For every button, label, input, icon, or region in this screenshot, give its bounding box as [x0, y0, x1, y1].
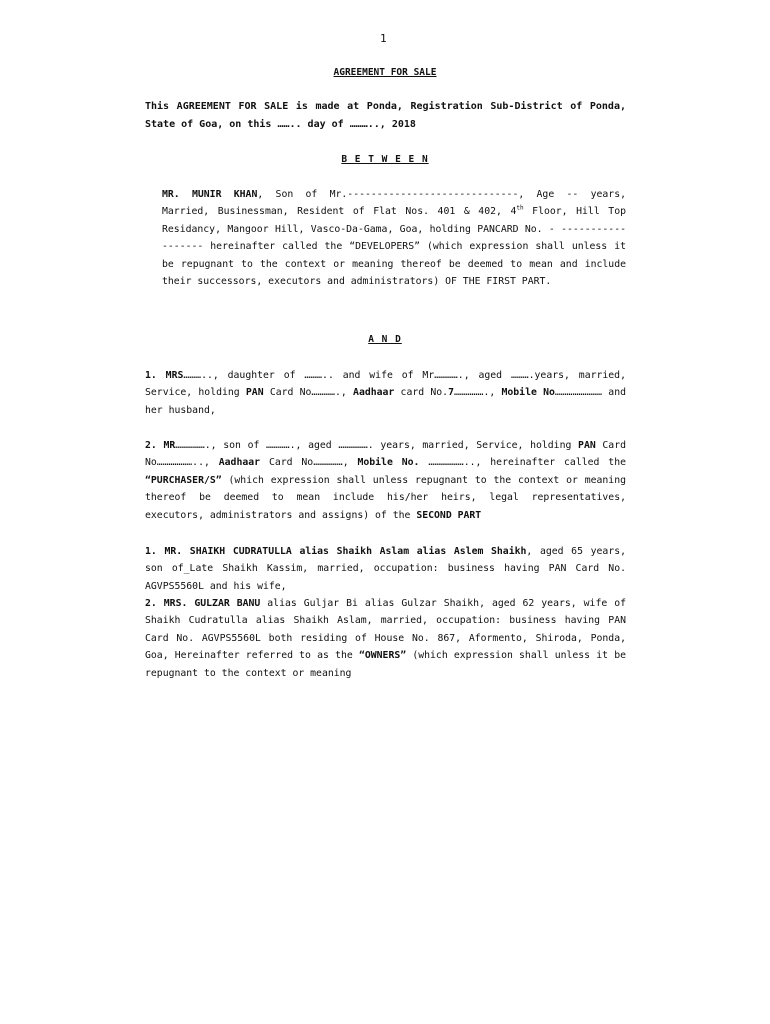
purchaser-1-pan: PAN — [245, 387, 264, 399]
owner-1-name: MR. SHAIKH CUDRATULLA alias Shaikh Aslam alias Aslem Shaikh — [164, 546, 527, 557]
purchaser-1-seven: 7 — [448, 387, 454, 399]
document-title: AGREEMENT FOR SALE — [333, 67, 437, 78]
purchaser-2-text-2: Card No……………….., — [145, 440, 627, 469]
and-heading: A N D — [368, 334, 402, 345]
developer-name: MR. MUNIR KHAN — [162, 189, 258, 200]
owner-2-num: 2. — [145, 598, 164, 609]
purchaser-1-paragraph — [145, 367, 626, 419]
purchaser-1-text-5: …………………… and her husband, — [145, 387, 626, 416]
purchaser-1-text-4: ……………., — [453, 387, 502, 399]
owner-1-text: , aged 65 years, son of_Late Shaikh Kassim, married, occupation: business having PAN Card No. AGVPS5560L and his wife, — [145, 546, 627, 592]
owner-2-text-2: (which expression shall unless it be repugnant to the context or meaning — [145, 650, 627, 679]
purchaser-1-num: 1. — [145, 370, 166, 381]
page-number: 1 — [380, 32, 387, 45]
purchaser-2-pan: PAN — [578, 440, 596, 451]
second-part-label: SECOND PART — [416, 509, 482, 521]
owner-2-paragraph — [145, 595, 626, 682]
purchaser-1-text-3: card No. — [394, 387, 449, 399]
purchaser-1-mobile: Mobile No — [501, 387, 555, 399]
developer-text-2: Floor, Hill Top Residancy, Mangoor Hill, Vasco-Da-Gama, Goa, holding PANCARD No. - ------------------ hereinafter called the “DEVELOPERS” (which expression shall unless it be repugnant to the context or meaning thereof be deemed to mean and include their successors, executors and administrators) OF THE FIRST PART. — [162, 206, 626, 288]
owner-2-name: MRS. GULZAR BANU — [163, 598, 261, 609]
purchaser-1-label: MRS — [165, 370, 184, 381]
purchaser-2-num: 2. — [145, 440, 164, 451]
purchaser-2-text-4: ……………….., hereinafter called the — [419, 457, 626, 469]
developer-paragraph — [162, 186, 626, 290]
purchaser-1-text-1: ……….., daughter of ……….. and wife of Mr…………., aged ……….years, married, Service, holding — [145, 370, 626, 399]
owners-label: “OWNERS” — [358, 650, 407, 662]
purchaser-1-aadhaar: Aadhaar — [353, 387, 395, 399]
between-heading: B E T W E E N — [341, 154, 429, 165]
owner-1-paragraph — [145, 543, 626, 595]
purchaser-2-text-3: Card No……………, — [260, 457, 358, 469]
purchaser-2-text-1: ……………., son of …………., aged ……………. years, married, Service, holding — [175, 440, 579, 451]
developer-sup: th — [516, 205, 524, 213]
owner-1-num: 1. — [145, 546, 165, 557]
owner-2-text: alias Guljar Bi alias Gulzar Shaikh, aged 62 years, wife of Shaikh Cudratulla alias Shaikh Aslam, married, occupation: business having PAN Card No. AGVPS5560L both residing of House No. 867, Aformento, Shiroda, Ponda, Goa, Hereinafter referred to as the — [145, 598, 627, 662]
purchaser-2-paragraph — [145, 437, 626, 524]
purchaser-1-text-2: Card No…………., — [263, 387, 354, 399]
developer-text-1: , Son of Mr.-----------------------------, Age -- years, Married, Businessman, Resident of Flat Nos. 401 & 402, 4 — [162, 189, 626, 218]
purchaser-2-mobile: Mobile No. — [357, 457, 420, 469]
purchaser-label: “PURCHASER/S” — [145, 474, 222, 486]
purchaser-2-label: MR — [163, 440, 176, 451]
purchaser-2-text-5: (which expression shall unless repugnant to the context or meaning thereof be deemed to mean include his/her heirs, legal representatives, executors, administrators and assigns) of the — [145, 474, 626, 521]
purchaser-2-aadhaar: Aadhaar — [218, 457, 261, 469]
intro-paragraph: This AGREEMENT FOR SALE is made at Ponda, Registration Sub-District of Ponda, State of Goa, on this …….. day of ……….., 2018 — [145, 101, 626, 130]
